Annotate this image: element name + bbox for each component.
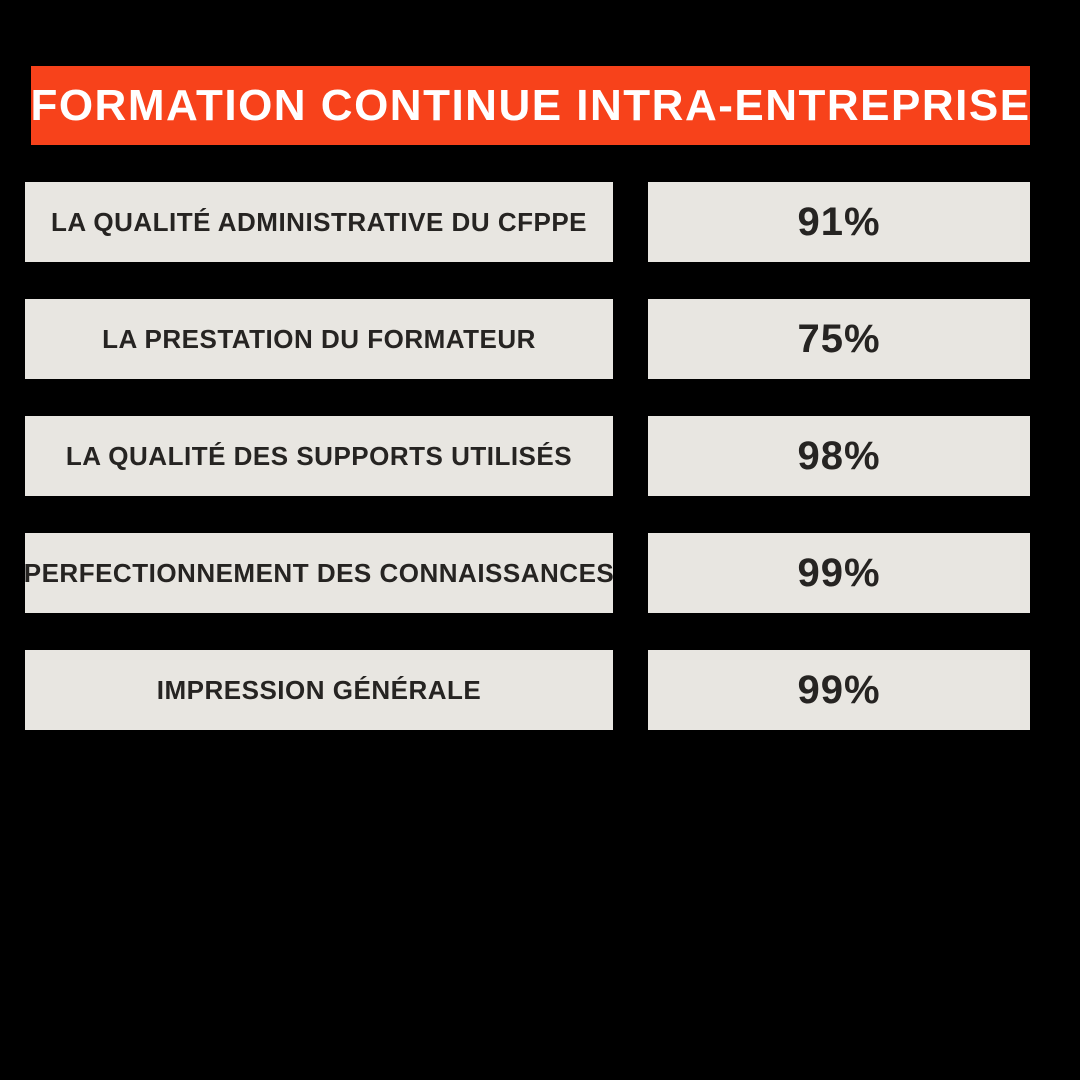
- score-value: 99%: [797, 550, 881, 595]
- page-title: FORMATION CONTINUE INTRA-ENTREPRISE: [30, 80, 1031, 130]
- score-box-qualite-supports: [648, 416, 1030, 496]
- criterion-label: PERFECTIONNEMENT DES CONNAISSANCES: [23, 557, 615, 588]
- criterion-label: IMPRESSION GÉNÉRALE: [156, 674, 482, 705]
- score-box-perfectionnement: [648, 533, 1030, 613]
- criterion-label: LA QUALITÉ DES SUPPORTS UTILISÉS: [65, 440, 573, 471]
- criterion-label: LA PRESTATION DU FORMATEUR: [102, 323, 536, 354]
- score-box-prestation-formateur: [648, 299, 1030, 379]
- criterion-box-impression-generale: [25, 650, 613, 730]
- criterion-label: LA QUALITÉ ADMINISTRATIVE DU CFPPE: [50, 206, 588, 237]
- criterion-box-perfectionnement: [25, 533, 613, 613]
- criterion-box-prestation-formateur: [25, 299, 613, 379]
- score-value: 99%: [797, 667, 881, 712]
- criterion-box-qualite-supports: [25, 416, 613, 496]
- score-box-impression-generale: [648, 650, 1030, 730]
- score-value: 75%: [797, 316, 881, 361]
- criterion-box-qualite-administrative: [25, 182, 613, 262]
- title-banner: [31, 66, 1030, 145]
- score-box-qualite-administrative: [648, 182, 1030, 262]
- score-value: 98%: [797, 433, 881, 478]
- score-value: 91%: [797, 199, 881, 244]
